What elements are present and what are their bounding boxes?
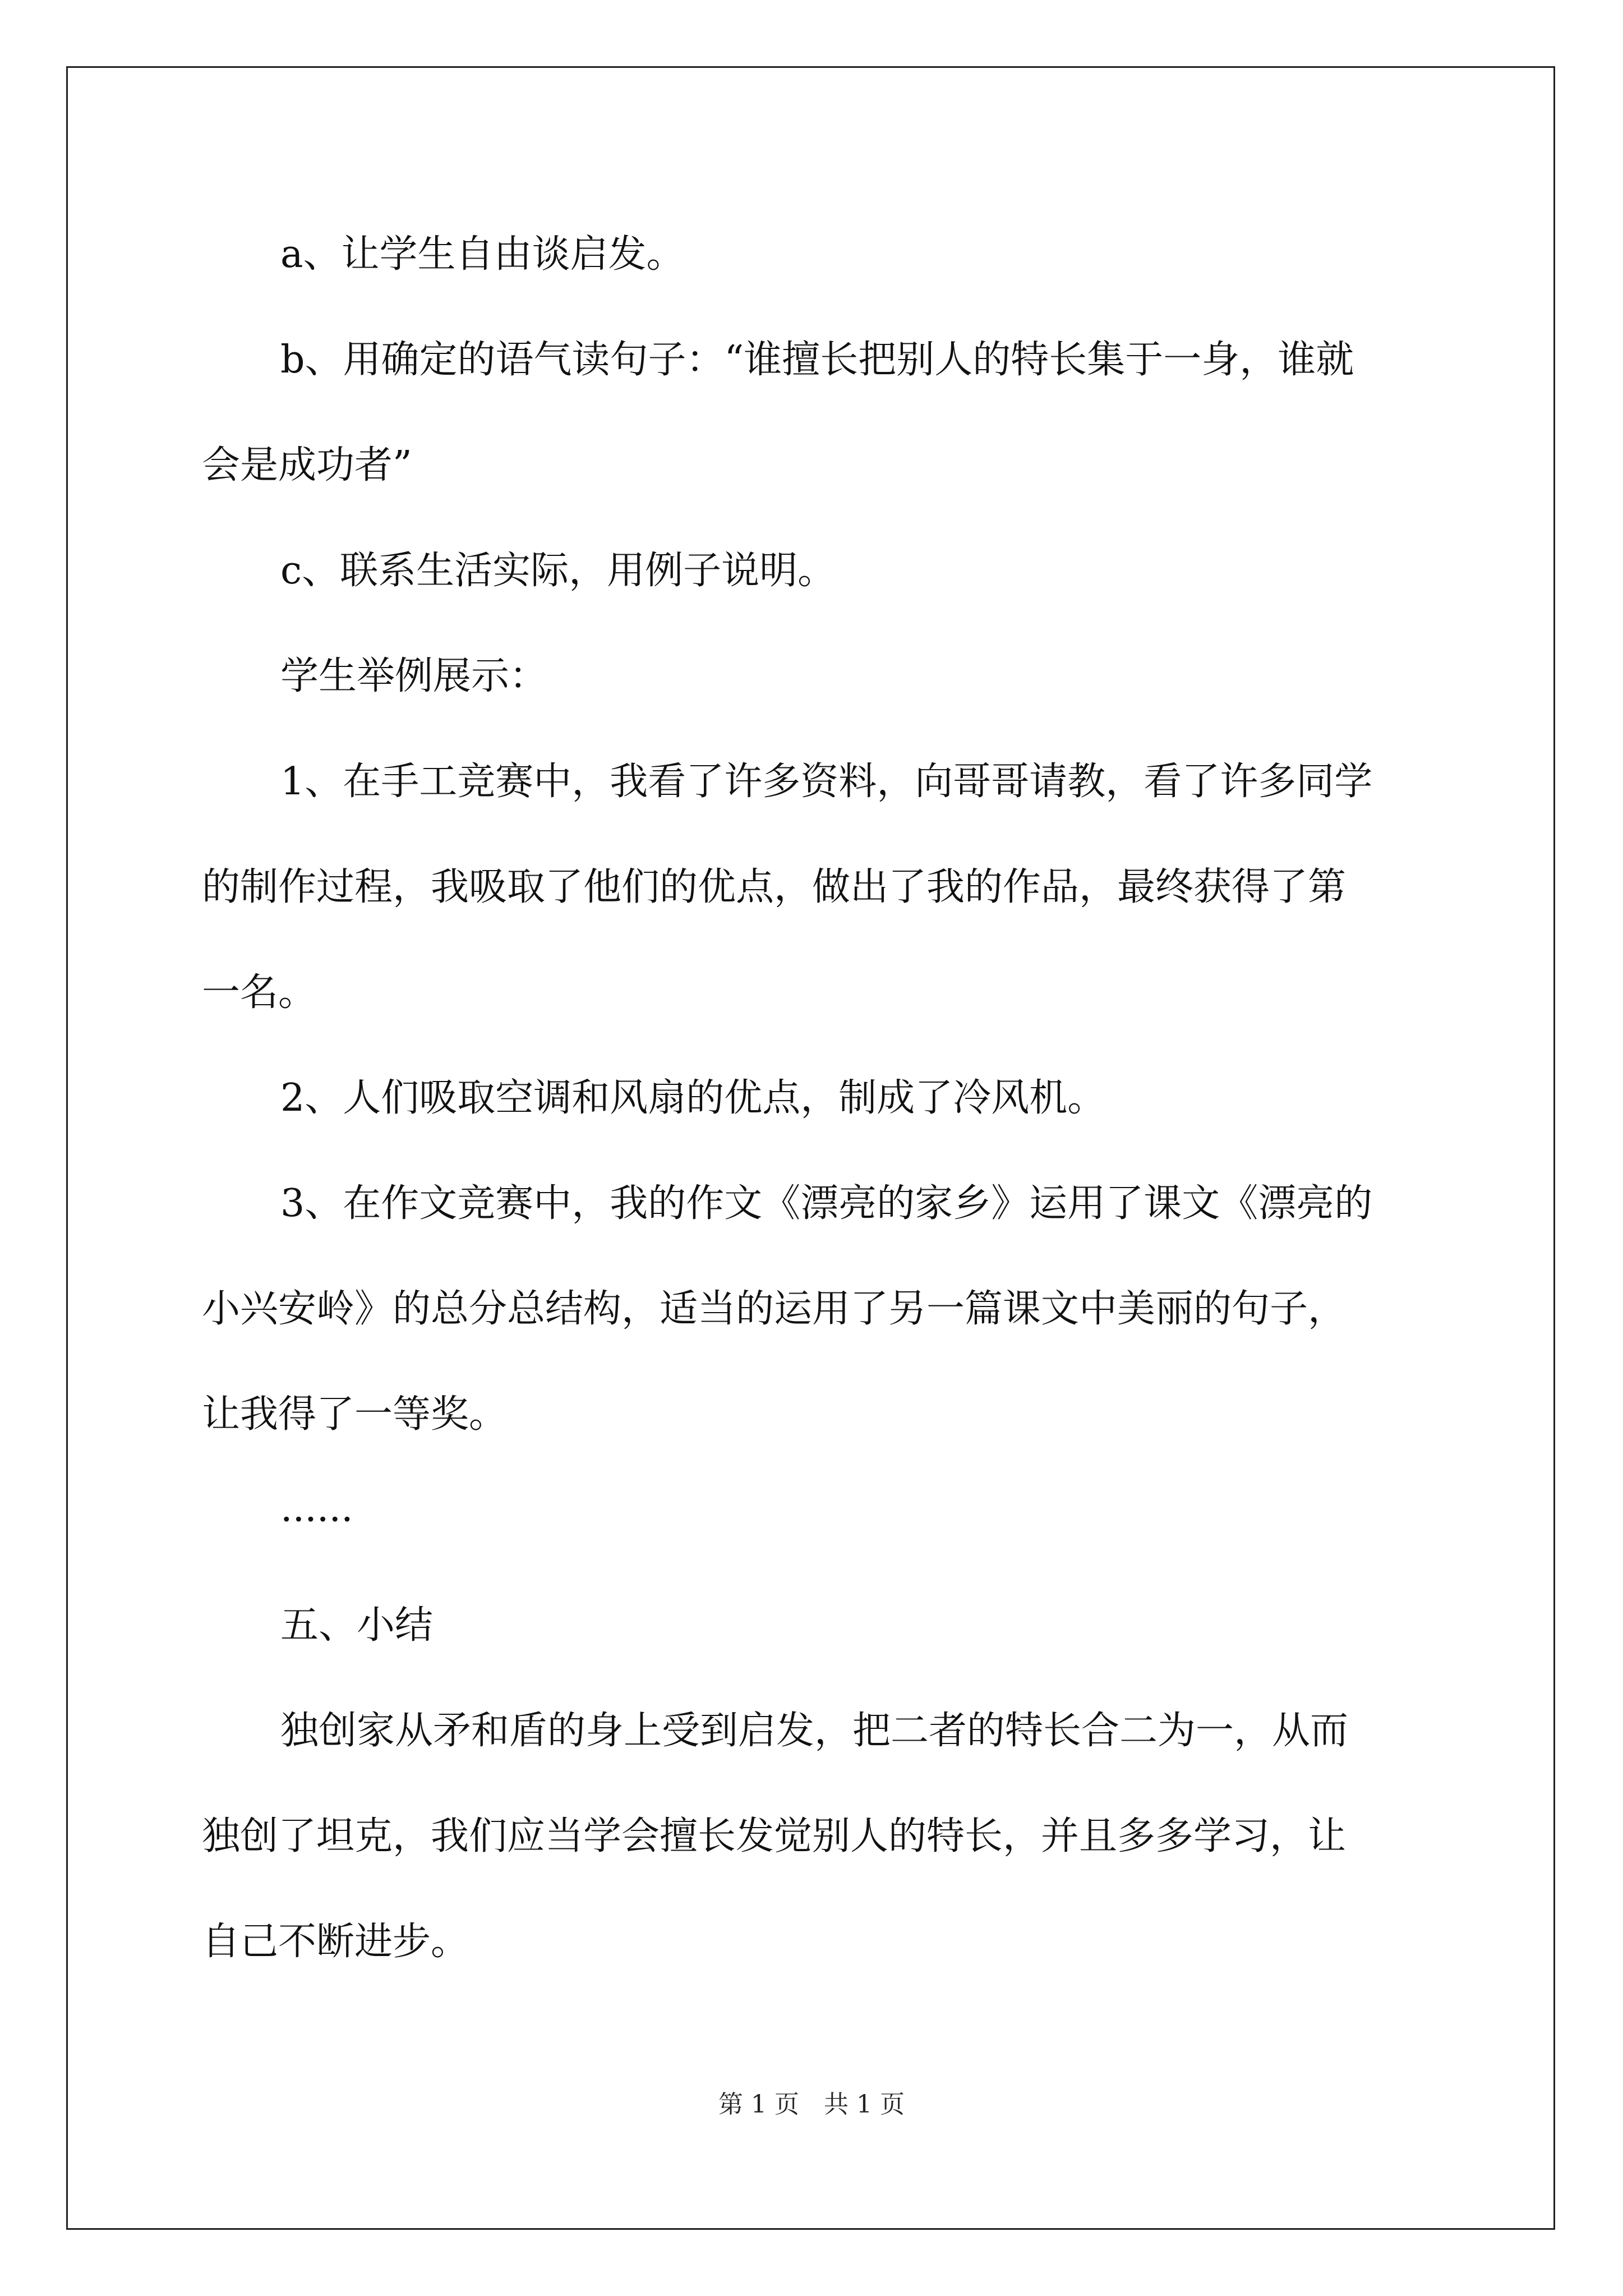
text-line-12: 让我得了一等奖。 bbox=[202, 1392, 508, 1437]
text-line-8: 一名。 bbox=[202, 970, 317, 1015]
page-footer: 第 1 页 共 1 页 bbox=[718, 2090, 905, 2119]
text-line-10: 3、在作文竞赛中，我的作文《漂亮的家乡》运用了课文《漂亮的 bbox=[280, 1181, 1373, 1226]
text-line-2: b、用确定的语气读句子：“谁擅长把别人的特长集于一身，谁就 bbox=[280, 338, 1354, 382]
text-line-4: c、联系生活实际，用例子说明。 bbox=[280, 549, 836, 593]
text-line-7: 的制作过程，我吸取了他们的优点，做出了我的作品，最终获得了第 bbox=[202, 865, 1347, 909]
text-line-1: a、让学生自由谈启发。 bbox=[280, 232, 685, 277]
section-heading: 五、小结 bbox=[280, 1603, 434, 1648]
text-line-15: 独创家从矛和盾的身上受到启发，把二者的特长合二为一，从而 bbox=[280, 1709, 1349, 1753]
text-line-17: 自己不断进步。 bbox=[202, 1920, 469, 1964]
text-line-6: 1、在手工竞赛中，我看了许多资料，向哥哥请教，看了许多同学 bbox=[280, 760, 1373, 804]
text-line-13: ······ bbox=[280, 1498, 353, 1542]
text-line-9: 2、人们吸取空调和风扇的优点，制成了冷风机。 bbox=[280, 1076, 1106, 1120]
text-line-11: 小兴安岭》的总分总结构，适当的运用了另一篇课文中美丽的句子， bbox=[202, 1287, 1347, 1331]
text-line-16: 独创了坦克，我们应当学会擅长发觉别人的特长，并且多多学习，让 bbox=[202, 1814, 1347, 1858]
text-line-5: 学生举例展示： bbox=[280, 654, 548, 698]
text-line-3: 会是成功者” bbox=[202, 443, 412, 487]
